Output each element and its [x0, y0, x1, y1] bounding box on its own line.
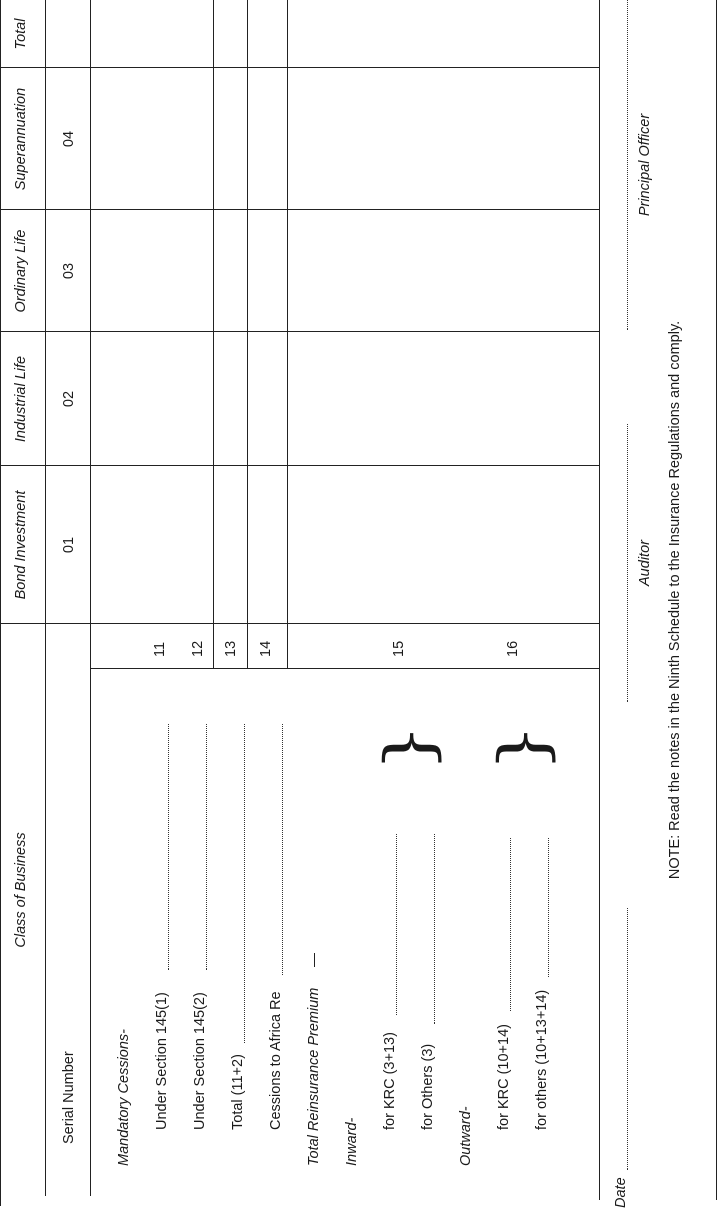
- column-code-04: 04: [61, 130, 77, 148]
- under-section-145-2-label: Under Section 145(2): [192, 992, 208, 1130]
- rule-row14-top: [247, 624, 248, 669]
- column-code-03: 03: [61, 262, 77, 280]
- outward-brace: }: [484, 723, 561, 772]
- serial-16: 16: [505, 640, 521, 657]
- under-section-145-1-label: Under Section 145(1): [154, 992, 170, 1130]
- serial-15: 15: [391, 640, 407, 657]
- rule-02-03: [0, 331, 599, 332]
- total-reinsurance-premium-label: Total Reinsurance Premium: [306, 987, 322, 1166]
- rule-desc-serial: [90, 668, 599, 669]
- rule-serial-bottom: [90, 0, 91, 1196]
- rule-row15-top: [287, 624, 288, 669]
- rule-serial-01: [0, 623, 599, 624]
- ninth-schedule-note: NOTE: Read the notes in the Ninth Schedule to the Insurance Regulations and comply.: [667, 320, 683, 880]
- serial-12: 12: [190, 640, 206, 657]
- class-of-business-heading: Class of Business: [13, 832, 29, 948]
- rule-bottom: [716, 0, 717, 1200]
- date-line: [627, 908, 628, 1170]
- rule-table-bottom: [599, 0, 600, 1200]
- rule-header-bottom: [45, 0, 46, 1196]
- outward-label: Outward-: [458, 1106, 474, 1166]
- dot-leader-total-11-2: [244, 724, 245, 1043]
- inward-krc-label: for KRC (3+13): [382, 1032, 398, 1130]
- dot-leader-145-2: [206, 724, 207, 970]
- rule-col13-top: [213, 0, 214, 624]
- column-heading-industrial-life: Industrial Life: [13, 355, 29, 443]
- column-code-02: 02: [61, 390, 77, 408]
- rule-01-02: [0, 465, 599, 466]
- rule-row13-top: [213, 624, 214, 669]
- dot-leader-inward-others: [434, 834, 435, 1024]
- inward-brace: }: [370, 723, 447, 772]
- column-heading-ordinary-life: Ordinary Life: [13, 229, 29, 313]
- serial-number-label: Serial Number: [61, 1051, 77, 1144]
- rule-03-04: [0, 209, 599, 210]
- rule-col14-top: [247, 0, 248, 624]
- rule-04-total: [0, 67, 599, 68]
- inward-others-label: for Others (3): [420, 1043, 436, 1130]
- total-reinsurance-dash: [314, 953, 315, 967]
- africa-re-label: Cessions to Africa Re: [268, 991, 284, 1130]
- dot-leader-inward-krc: [396, 834, 397, 1015]
- outward-others-label: for others (10+13+14): [534, 989, 550, 1130]
- inward-label: Inward-: [344, 1117, 360, 1166]
- dot-leader-outward-krc: [510, 838, 511, 1011]
- mandatory-cessions-label: Mandatory Cessions-: [116, 1029, 132, 1166]
- column-code-01: 01: [61, 536, 77, 554]
- column-heading-superannuation: Superannuation: [13, 87, 29, 191]
- rule-col15-top: [287, 0, 288, 624]
- column-heading-bond-investment: Bond Investment: [13, 490, 29, 600]
- dot-leader-outward-others: [548, 838, 549, 977]
- total-11-2-label: Total (11+2): [230, 1054, 246, 1130]
- serial-14: 14: [258, 640, 274, 657]
- serial-13: 13: [223, 640, 239, 657]
- outward-krc-label: for KRC (10+14): [496, 1024, 512, 1130]
- rule-top: [0, 0, 1, 1206]
- dot-leader-145-1: [168, 724, 169, 970]
- date-label: Date: [613, 1177, 629, 1208]
- dot-leader-africa-re: [282, 724, 283, 975]
- serial-11: 11: [152, 641, 168, 657]
- principal-officer-signature-line: [627, 0, 628, 330]
- auditor-label: Auditor: [637, 540, 653, 586]
- principal-officer-label: Principal Officer: [637, 113, 653, 217]
- auditor-signature-line: [627, 424, 628, 702]
- column-heading-total: Total: [13, 18, 29, 50]
